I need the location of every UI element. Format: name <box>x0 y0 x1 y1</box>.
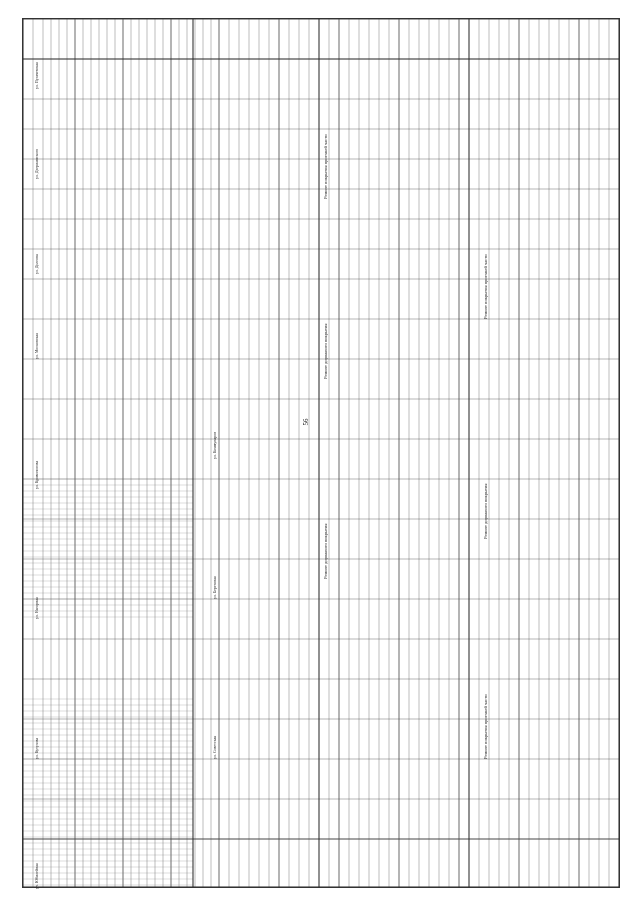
table-grid <box>23 19 619 887</box>
street-label: ул. Дзержинского <box>34 148 39 179</box>
street-label: ул. Кривоносова <box>34 460 39 489</box>
street-label: ул. Юбилейная <box>34 863 39 889</box>
work-type-note: Ремонт дорожного покрытия <box>323 323 328 379</box>
work-type-note: Ремонт покрытия проезжей части <box>323 134 328 199</box>
street-label: ул. Нагорная <box>34 597 39 619</box>
work-type-note: Ремонт покрытия проезжей части <box>483 254 488 319</box>
street-label: ул. Березовая <box>212 576 217 599</box>
work-type-note: Ремонт дорожного покрытия <box>483 483 488 539</box>
rotated-data-table <box>22 18 620 888</box>
street-label: ул. Московская <box>34 332 39 359</box>
street-label: ул. Кутузова <box>34 737 39 759</box>
street-label: ул. Коммунаров <box>212 431 217 459</box>
work-type-note: Ремонт покрытия проезжей части <box>483 694 488 759</box>
street-label: ул. Долгова <box>34 254 39 274</box>
page-number: 56 <box>302 418 310 426</box>
street-label: ул. Пугачевская <box>34 62 39 89</box>
work-type-note: Ремонт дорожного покрытия <box>323 523 328 579</box>
street-label: ул. Советская <box>212 735 217 759</box>
